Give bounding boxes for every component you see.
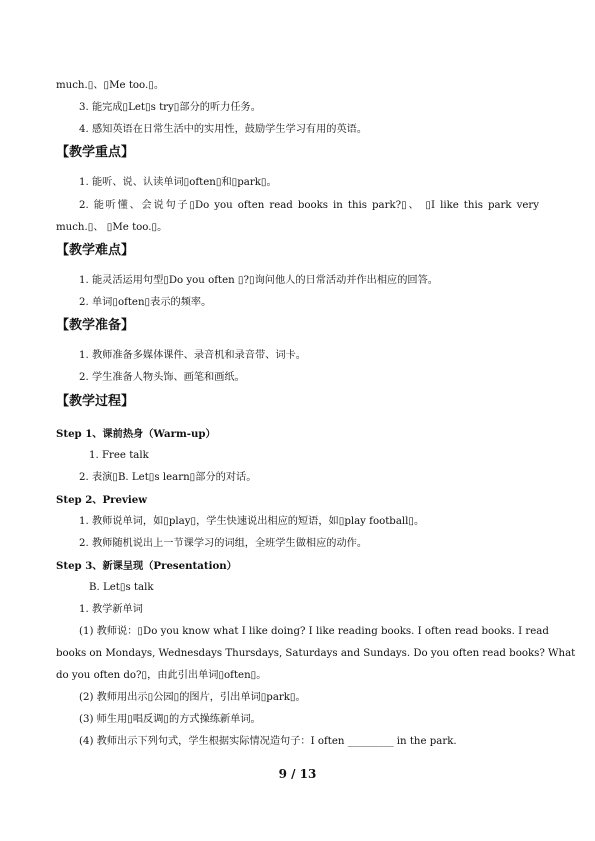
step-3-sub-3: (3) 师生用▯唱反调▯的方式操练新单词。 xyxy=(79,714,261,725)
step-1-item-2: 2. 表演▯B. Let▯s learn▯部分的对话。 xyxy=(79,472,257,483)
text-line: much.▯、▯Me too.▯。 xyxy=(56,80,165,91)
step-3-item-1: 1. 教学新单词 xyxy=(79,604,143,615)
section-lets-talk: B. Let▯s talk xyxy=(89,582,154,593)
step-3-title: Step 3、新课呈现（Presentation） xyxy=(56,560,237,572)
preparation-1: 1. 教师准备多媒体课件、录音机和录音带、词卡。 xyxy=(79,350,306,361)
text-line: do you often do?▯，由此引出单词▯often▯。 xyxy=(56,670,267,681)
heading-key-points: 【教学重点】 xyxy=(56,145,135,160)
step-2-item-1: 1. 教师说单词，如▯play▯，学生快速说出相应的短语，如▯play football▯。 xyxy=(79,516,425,527)
objective-4: 4. 感知英语在日常生活中的实用性，鼓励学生学习有用的英语。 xyxy=(79,124,368,135)
step-2-item-2: 2. 教师随机说出上一节课学习的词组，全班学生做相应的动作。 xyxy=(79,538,368,549)
key-point-2: 2. 能听懂、会说句子▯Do you often read books in this park?▯、 ▯I like this park very xyxy=(79,200,539,211)
heading-preparation: 【教学准备】 xyxy=(56,318,135,333)
preparation-2: 2. 学生准备人物头饰、画笔和画纸。 xyxy=(79,372,245,383)
page-number: 9 / 13 xyxy=(278,767,317,781)
step-2-title: Step 2、Preview xyxy=(56,494,148,506)
step-1-item-1: 1. Free talk xyxy=(89,450,149,461)
key-point-1: 1. 能听、说、认读单词▯often▯和▯park▯。 xyxy=(79,177,277,188)
heading-process: 【教学过程】 xyxy=(56,394,135,409)
difficulty-2: 2. 单词▯often▯表示的频率。 xyxy=(79,297,212,308)
objective-3: 3. 能完成▯Let▯s try▯部分的听力任务。 xyxy=(79,102,261,113)
step-3-sub-2: (2) 教师用出示▯公园▯的图片，引出单词▯park▯。 xyxy=(79,692,306,703)
text-line: much.▯、 ▯Me too.▯。 xyxy=(56,222,168,233)
step-3-sub-1: (1) 教师说：▯Do you know what I like doing? I like reading books. I often read books. I read xyxy=(79,626,549,637)
text-line: books on Mondays, Wednesdays Thursdays, Saturdays and Sundays. Do you often read books? What xyxy=(56,648,576,659)
heading-difficulties: 【教学难点】 xyxy=(56,243,135,258)
difficulty-1: 1. 能灵活运用句型▯Do you often ▯?▯询问他人的日常活动并作出相应的回答。 xyxy=(79,275,438,286)
step-1-title: Step 1、课前热身（Warm-up） xyxy=(56,428,216,440)
step-3-sub-4: (4) 教师出示下列句式，学生根据实际情况造句子：I often _________ in the park. xyxy=(79,736,457,747)
